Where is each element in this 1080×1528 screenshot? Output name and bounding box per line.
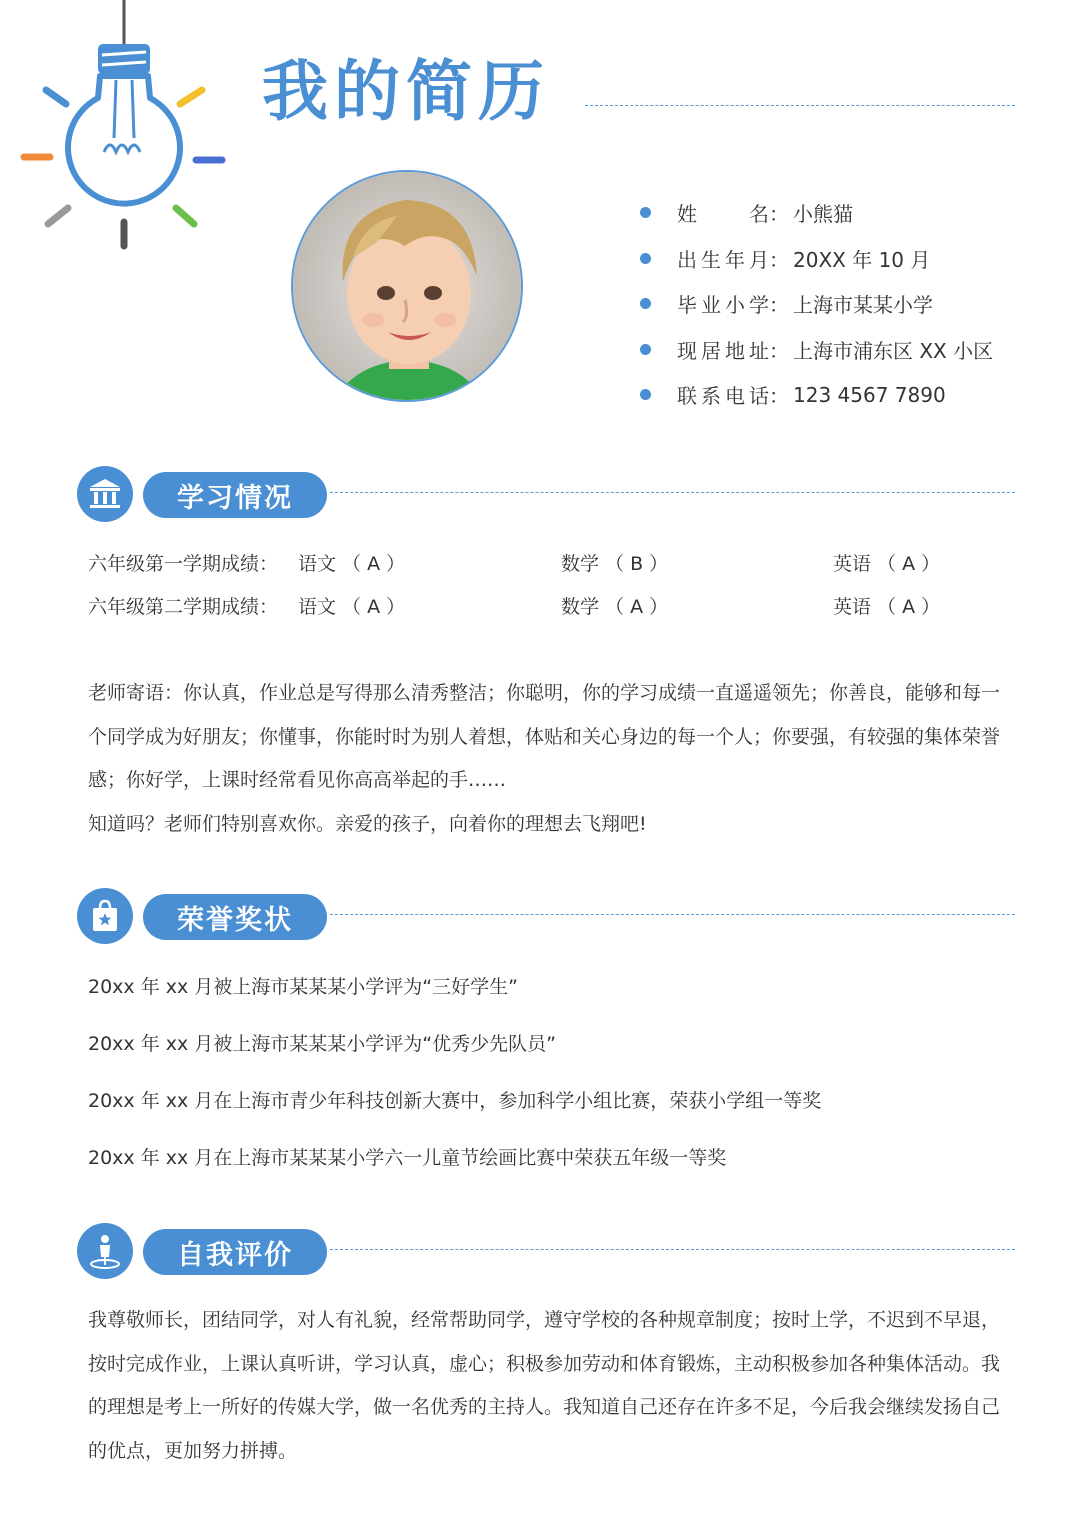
grade-english: 英语 （ A ） <box>833 596 941 618</box>
info-label: 联系电话 <box>677 384 769 409</box>
info-separator: ： <box>769 202 789 227</box>
honor-item: 20xx 年 xx 月在上海市某某某小学六一儿童节绘画比赛中荣获五年级一等奖 <box>88 1147 727 1169</box>
grade-english: 英语 （ A ） <box>833 553 941 575</box>
honor-item: 20xx 年 xx 月被上海市某某某小学评为“三好学生” <box>88 976 518 998</box>
section-heading-self: 自我评价 <box>143 1229 327 1275</box>
bullet-icon <box>640 207 651 218</box>
grade-chinese: 语文 （ A ） <box>298 596 406 618</box>
info-item-school <box>640 281 993 327</box>
self-evaluation-text: 我尊敬师长，团结同学，对人有礼貌，经常帮助同学，遵守学校的各种规章制度；按时上学，不迟到不早退，按时完成作业，上课认真听讲，学习认真，虚心；积极参加劳动和体育锻炼，主动积极参加各种集体活动。我的理想是考上一所好的传媒大学，做一名优秀的主持人。我知道自己还存在许多不足，今后我会继续发扬自己的优点，更加努力拼搏。 <box>88 1309 1001 1462</box>
grade-chinese: 语文 （ A ） <box>298 553 406 575</box>
info-label: 毕业小学 <box>677 293 769 318</box>
teacher-comment-closing: 知道吗？老师们特别喜欢你。亲爱的孩子，向着你的理想去飞翔吧! <box>88 812 647 835</box>
title-divider <box>585 105 1015 106</box>
lightbulb-icon <box>18 0 230 255</box>
grade-math: 数学 （ B ） <box>561 553 669 575</box>
profile-photo <box>291 170 523 402</box>
self-evaluation <box>88 1299 1008 1473</box>
grade-math: 数学 （ A ） <box>561 596 669 618</box>
bullet-icon <box>640 389 651 400</box>
honor-item: 20xx 年 xx 月被上海市某某某小学评为“优秀少先队员” <box>88 1033 556 1055</box>
info-item-birth <box>640 236 993 282</box>
grades-term-label: 六年级第一学期成绩： <box>88 553 279 575</box>
bullet-icon <box>640 344 651 355</box>
info-item-phone <box>640 372 993 418</box>
teacher-comment-text: 老师寄语：你认真，作业总是写得那么清秀整洁；你聪明，你的学习成绩一直遥遥领先；你善良，能够和每一个同学成为好朋友；你懂事，你能时时为别人着想，体贴和关心身边的每一个人；你要强，有较强的集体荣誉感；你好学，上课时经常看见你高高举起的手…… <box>88 682 1001 791</box>
info-separator: ： <box>769 293 789 318</box>
award-bag-icon <box>77 888 133 944</box>
info-separator: ： <box>769 247 789 272</box>
info-item-name <box>640 190 993 236</box>
info-value: 上海市某某小学 <box>793 293 933 318</box>
bullet-icon <box>640 298 651 309</box>
page-title: 我的简历 <box>262 53 550 130</box>
info-value: 上海市浦东区 XX 小区 <box>793 338 994 363</box>
grades-table <box>88 541 940 627</box>
section-divider <box>330 492 1015 493</box>
personal-info-list <box>640 190 993 418</box>
info-separator: ： <box>769 384 789 409</box>
library-icon <box>77 466 133 522</box>
info-label: 现居地址 <box>677 338 769 363</box>
bullet-icon <box>640 253 651 264</box>
section-heading-honors: 荣誉奖状 <box>143 894 327 940</box>
teacher-comment <box>88 672 1008 846</box>
info-separator: ： <box>769 338 789 363</box>
info-item-address <box>640 327 993 373</box>
section-divider <box>330 1249 1015 1250</box>
info-value: 20XX 年 10 月 <box>793 247 931 272</box>
grades-term-label: 六年级第二学期成绩： <box>88 596 279 618</box>
info-value: 123 4567 7890 <box>793 382 946 407</box>
section-heading-study: 学习情况 <box>143 472 327 518</box>
info-label: 出生年月 <box>677 247 769 272</box>
info-label: 姓名 <box>677 202 769 227</box>
person-icon <box>77 1223 133 1279</box>
info-value: 小熊猫 <box>793 202 853 227</box>
grades-row <box>88 541 940 584</box>
section-divider <box>330 914 1015 915</box>
honors-list <box>88 972 1008 1200</box>
honor-item: 20xx 年 xx 月在上海市青少年科技创新大赛中，参加科学小组比赛，荣获小学组一等奖 <box>88 1090 822 1112</box>
grades-row <box>88 584 940 627</box>
